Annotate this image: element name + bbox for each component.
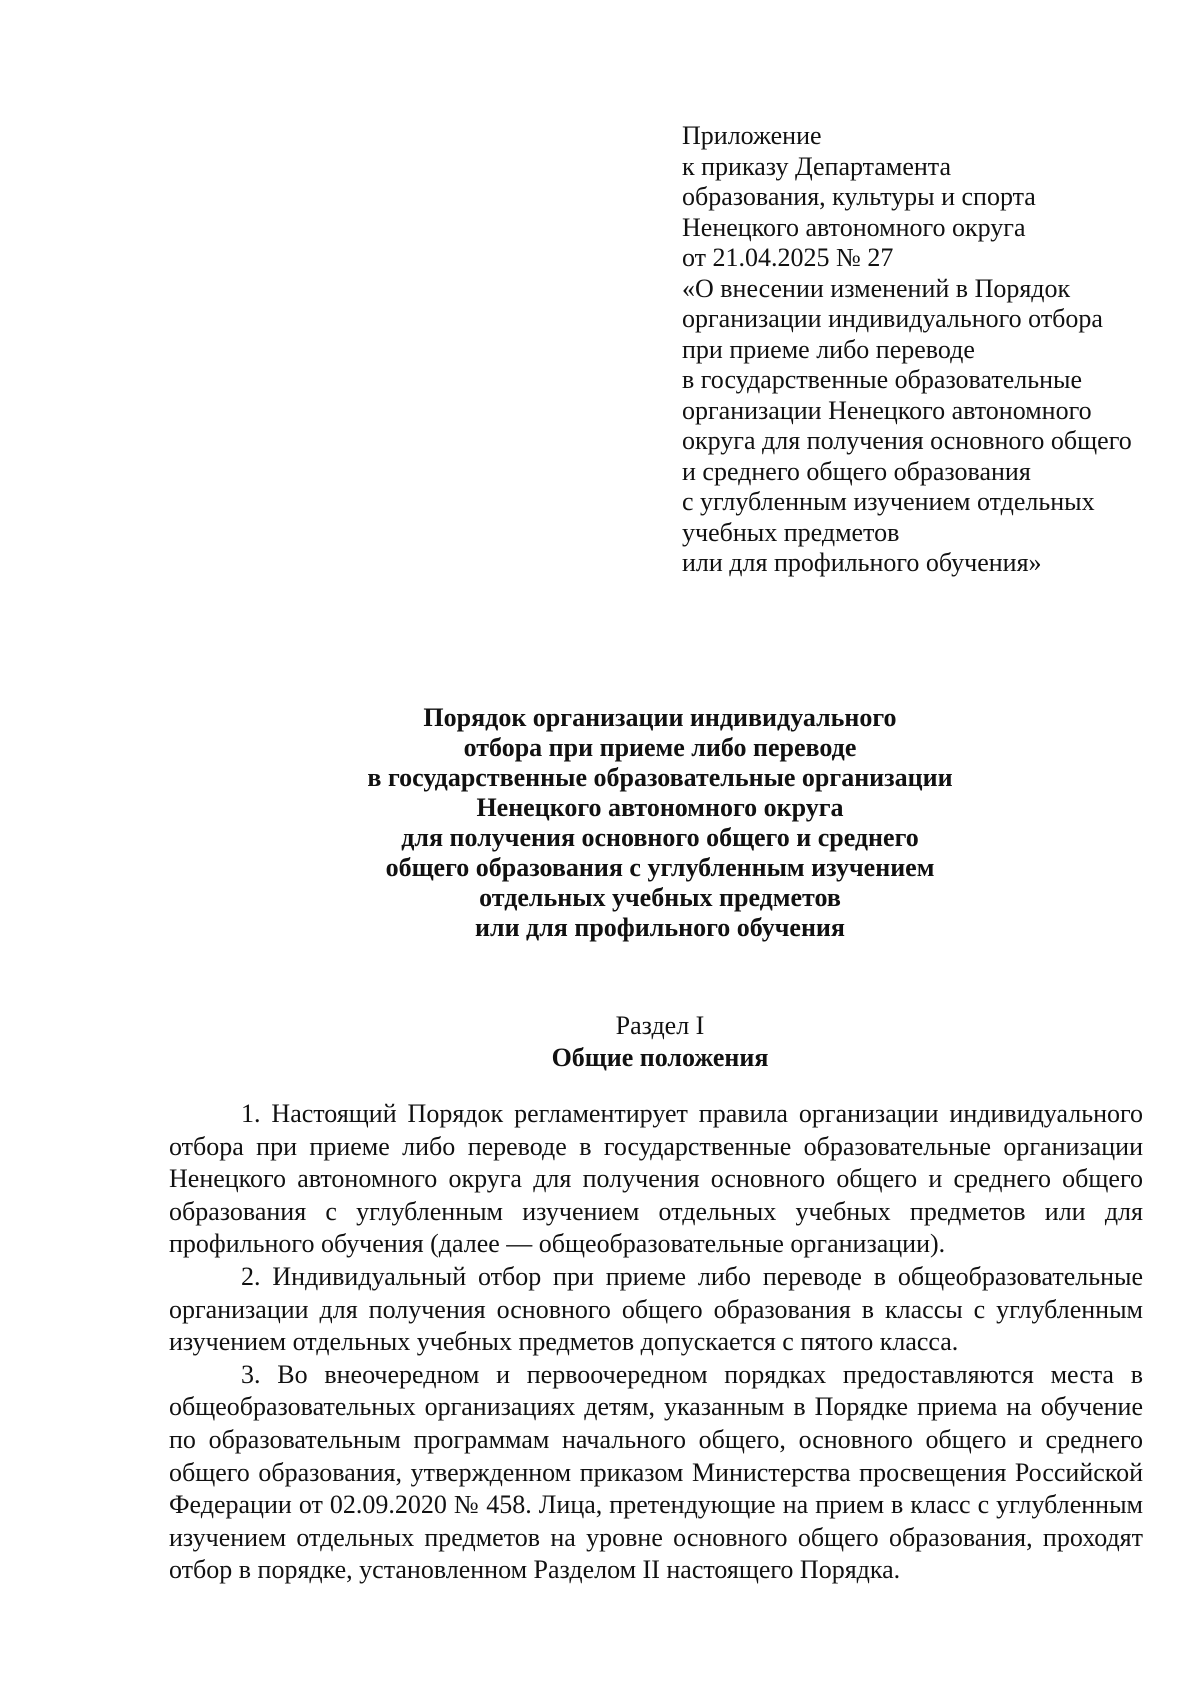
appendix-block bbox=[682, 121, 1162, 579]
appendix-line: от 21.04.2025 № 27 bbox=[682, 243, 894, 272]
document-title bbox=[170, 703, 1150, 943]
appendix-line: или для профильного обучения» bbox=[682, 548, 1042, 577]
appendix-line: организации индивидуального отбора bbox=[682, 304, 1103, 333]
appendix-line: в государственные образовательные bbox=[682, 365, 1083, 394]
paragraph-1: 1. Настоящий Порядок регламентирует правила организации индивидуального отбора при приеме либо переводе в государственные образовательные организации Ненецкого автономного округа для получения основного общего и среднего общего образования с углубленным изучением отдельных учебных предметов или для профильного обучения (далее — общеобразовательные организации). bbox=[169, 1099, 1143, 1259]
appendix-line: с углубленным изучением отдельных bbox=[682, 487, 1095, 516]
section-header bbox=[170, 1010, 1150, 1074]
appendix-line: Ненецкого автономного округа bbox=[682, 212, 1026, 242]
appendix-line: и среднего общего образования bbox=[682, 456, 1031, 486]
appendix-line: Приложение bbox=[682, 121, 822, 150]
title-line: отбора при приеме либо переводе bbox=[463, 733, 857, 762]
appendix-line: к приказу Департамента bbox=[682, 151, 952, 181]
title-line: или для профильного обучения bbox=[475, 913, 845, 942]
paragraph-2: 2. Индивидуальный отбор при приеме либо переводе в общеобразовательные организации для получения основного общего образования в классы с углубленным изучением отдельных учебных предметов допускается с пятого класса. bbox=[169, 1261, 1143, 1357]
section-label: Раздел I bbox=[615, 1011, 705, 1040]
title-line: Ненецкого автономного округа bbox=[476, 793, 844, 822]
title-line: для получения основного общего и среднего bbox=[401, 823, 919, 852]
appendix-line: «О внесении изменений в Порядок bbox=[682, 273, 1071, 303]
title-line: в государственные образовательные организации bbox=[367, 763, 953, 792]
appendix-line: организации Ненецкого автономного bbox=[682, 395, 1092, 425]
appendix-line: образования, культуры и спорта bbox=[682, 182, 1036, 211]
title-line: общего образования с углубленным изучением bbox=[385, 853, 935, 882]
appendix-line: учебных предметов bbox=[682, 517, 900, 547]
title-line: отдельных учебных предметов bbox=[479, 883, 841, 912]
section-heading: Общие положения bbox=[551, 1043, 769, 1072]
paragraph-3: 3. Во внеочередном и первоочередном порядках предоставляются места в общеобразовательных организациях детям, указанным в Порядке приема на обучение по образовательным программам начального общего, основного общего и среднего общего образования, утвержденном приказом Министерства просвещения Российской Федерации от 02.09.2020 № 458. Лица, претендующие на прием в класс с углубленным изучением отдельных предметов на уровне основного общего образования, проходят отбор в порядке, установленном Разделом II настоящего Порядка. bbox=[169, 1359, 1143, 1585]
title-line: Порядок организации индивидуального bbox=[423, 703, 897, 732]
appendix-line: округа для получения основного общего bbox=[682, 426, 1132, 455]
appendix-line: при приеме либо переводе bbox=[682, 334, 975, 364]
document-body bbox=[169, 1098, 1143, 1587]
